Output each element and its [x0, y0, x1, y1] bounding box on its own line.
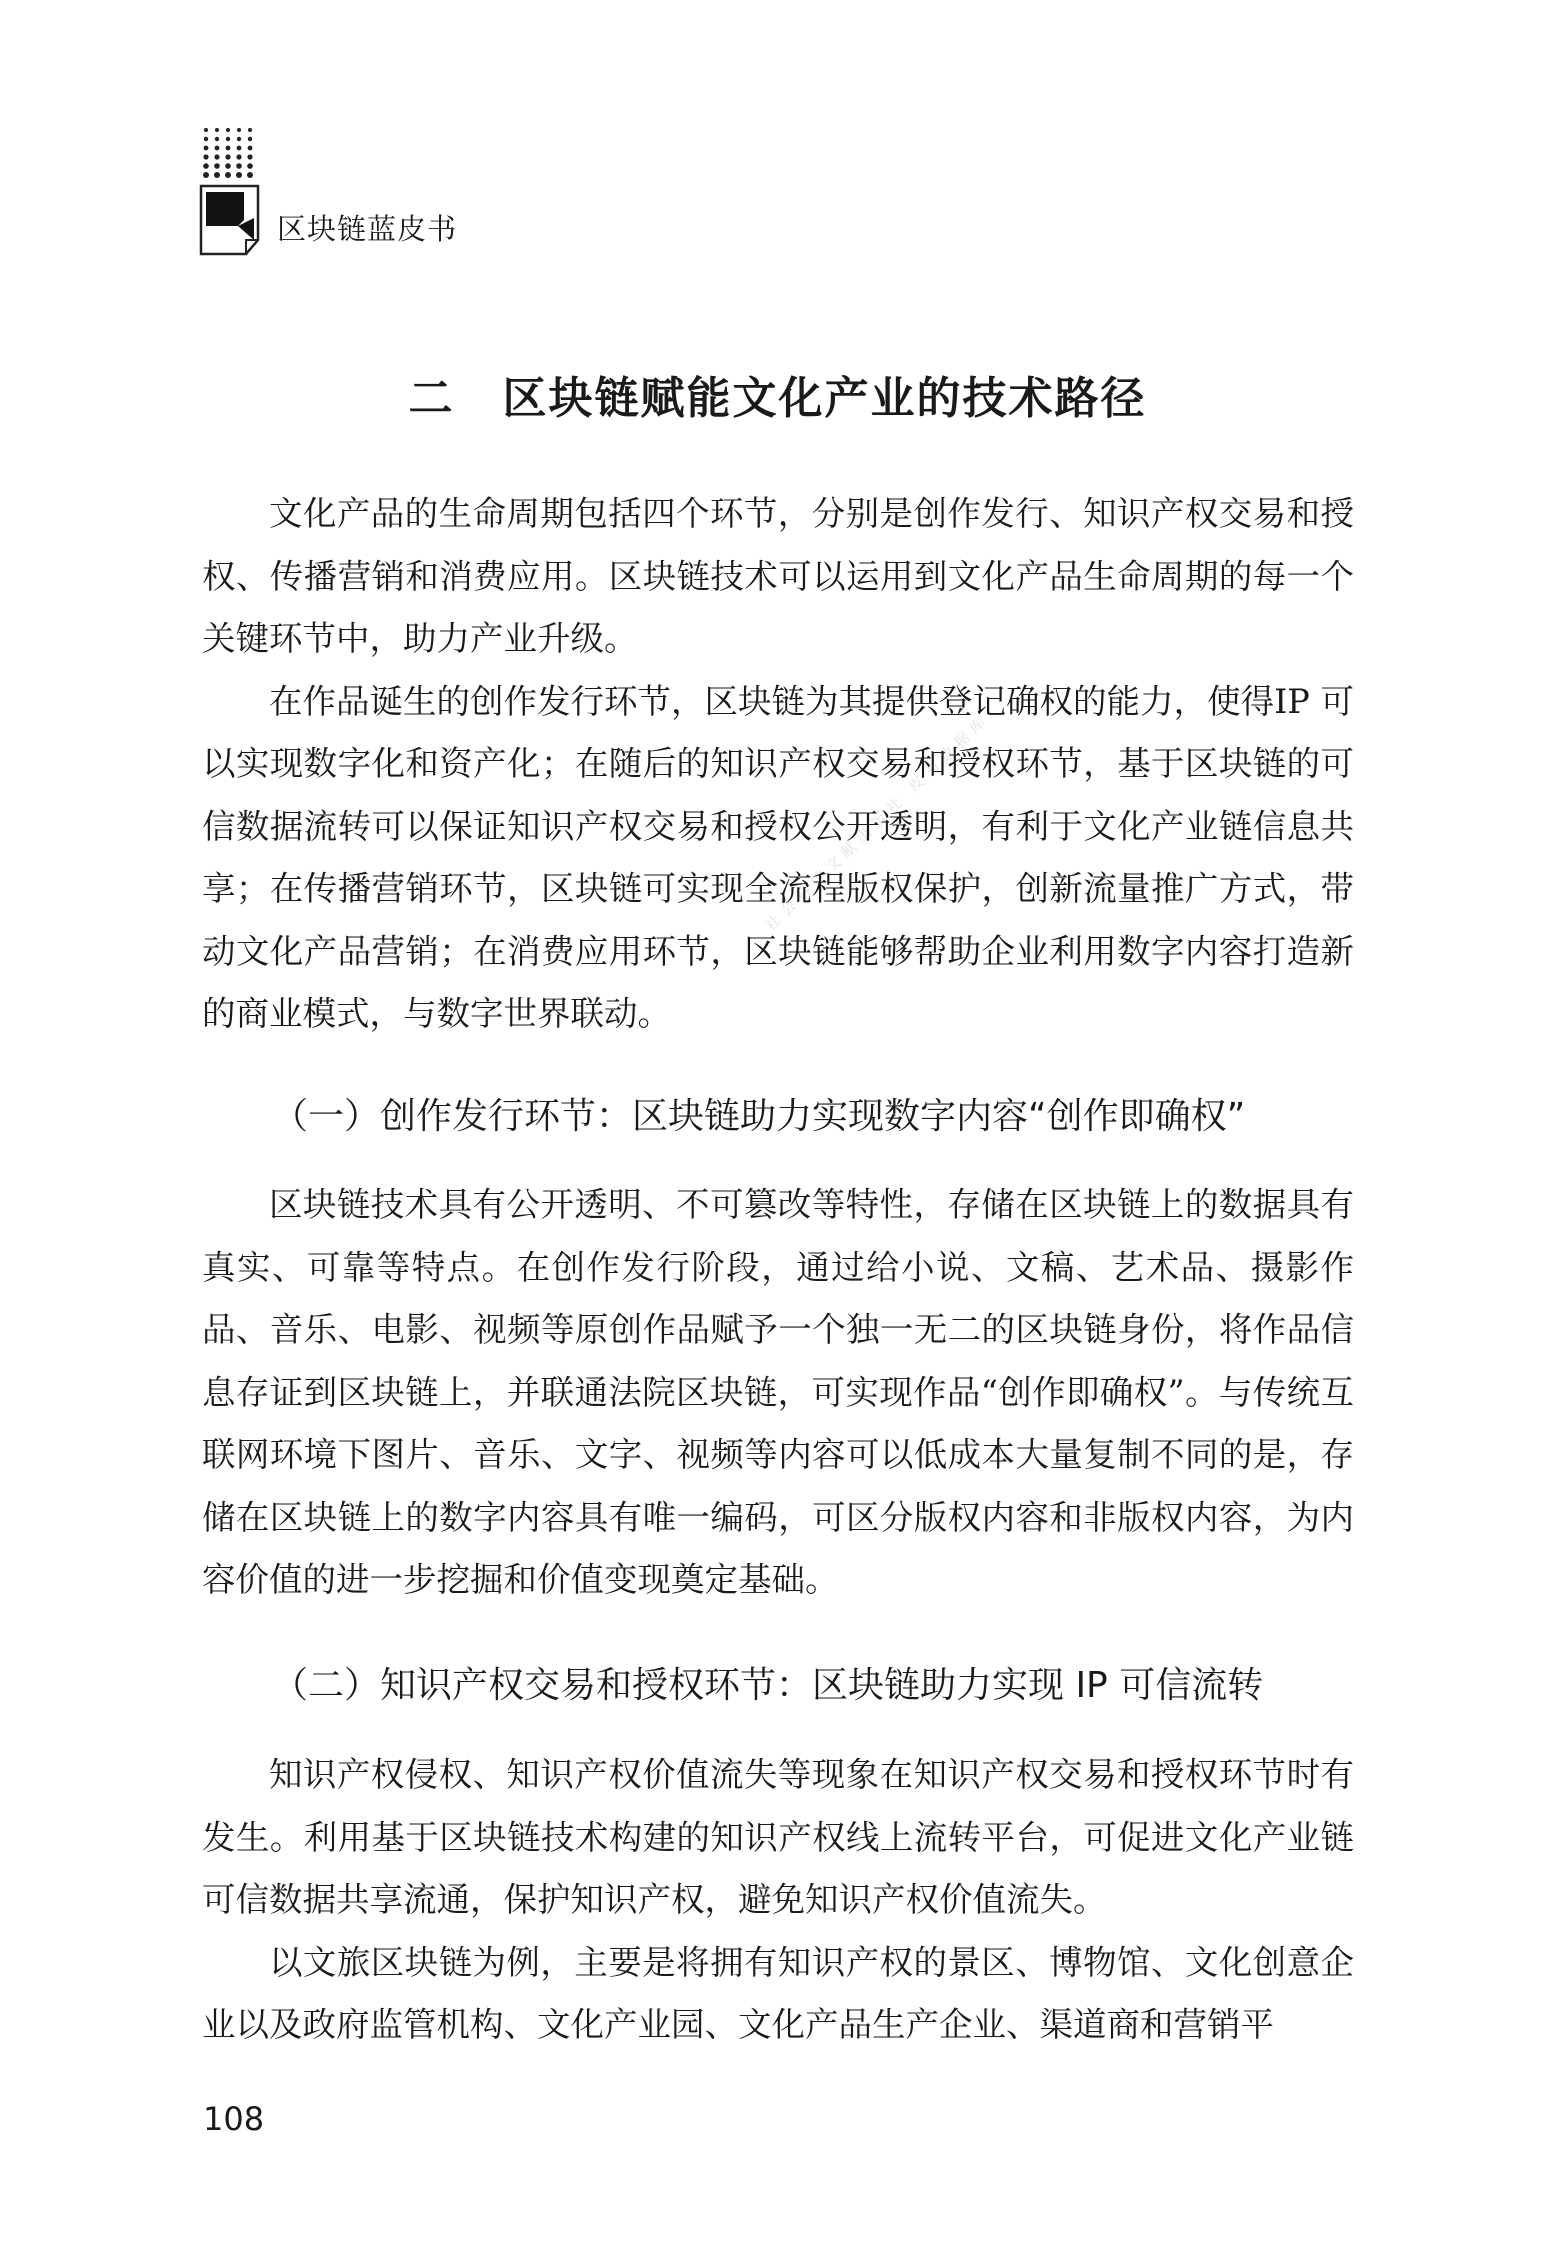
- paragraph: 知识产权侵权、知识产权价值流失等现象在知识产权交易和授权环节时有发生。利用基于区块链技术构建的知识产权线上流转平台，可促进文化产业链可信数据共享流通，保护知识产权，避免知识产权价值流失。: [202, 1755, 1354, 1919]
- subsection-2-text-block: [202, 1744, 1354, 2057]
- section-heading: [0, 362, 1555, 426]
- paragraph: 在作品诞生的创作发行环节，区块链为其提供登记确权的能力，使得IP 可以实现数字化和资产化；在随后的知识产权交易和授权环节，基于区块链的可信数据流转可以保证知识产权交易和授权公开透明，有利于文化产业链信息共享；在传播营销环节，区块链可实现全流程版权保护，创新流量推广方式，带动文化产品营销；在消费应用环节，区块链能够帮助企业利用数字内容打造新的商业模式，与数字世界联动。: [202, 681, 1354, 1033]
- page-number: 108: [203, 2100, 265, 2138]
- paragraph: 以文旅区块链为例，主要是将拥有知识产权的景区、博物馆、文化创意企业以及政府监管机构、文化产业园、文化产品生产企业、渠道商和营销平: [202, 1942, 1354, 2044]
- section-title-text: 区块链赋能文化产业的技术路径: [502, 373, 1147, 424]
- paragraph: 区块链技术具有公开透明、不可篡改等特性，存储在区块链上的数据具有真实、可靠等特点。在创作发行阶段，通过给小说、文稿、艺术品、摄影作品、音乐、电影、视频等原创作品赋予一个独一无二的区块链身份，将作品信息存证到区块链上，并联通法院区块链，可实现作品“创作即确权”。与传统互联网环境下图片、音乐、文字、视频等内容可以低成本大量复制不同的是，存储在区块链上的数字内容具有唯一编码，可区分版权内容和非版权内容，为内容价值的进一步挖掘和价值变现奠定基础。: [202, 1185, 1354, 1599]
- watermark: 社会科学文献出版社 皮书数据库: [761, 709, 994, 935]
- intro-text-block: [202, 483, 1354, 1046]
- running-header-title: 区块链蓝皮书: [277, 212, 458, 246]
- subsection-1-text-block: [202, 1174, 1354, 1612]
- paragraph: 文化产品的生命周期包括四个环节，分别是创作发行、知识产权交易和授权、传播营销和消费应用。区块链技术可以运用到文化产品生命周期的每一个关键环节中，助力产业升级。: [202, 494, 1354, 658]
- book-series-logo: [198, 122, 262, 262]
- subsection-heading-1: （一）创作发行环节：区块链助力实现数字内容“创作即确权”: [272, 1096, 1246, 1137]
- subsection-heading-2: （二）知识产权交易和授权环节：区块链助力实现 IP 可信流转: [272, 1665, 1264, 1706]
- section-number: 二: [408, 373, 455, 424]
